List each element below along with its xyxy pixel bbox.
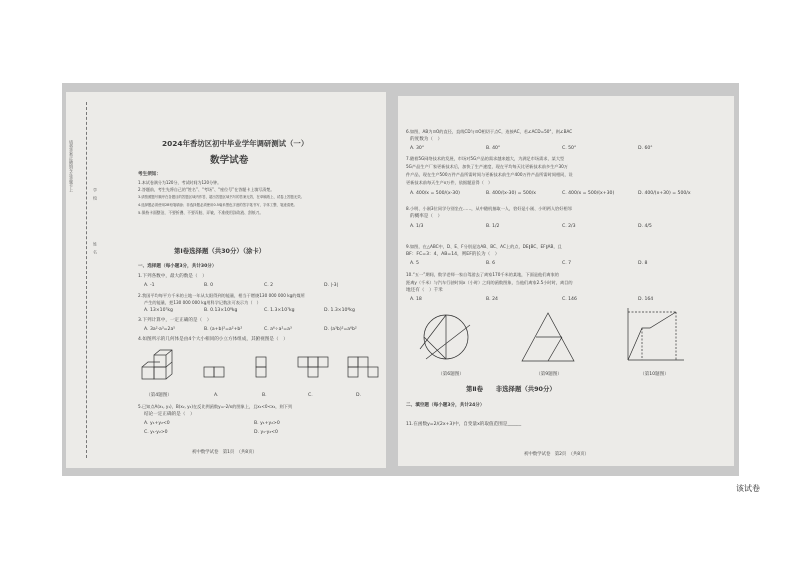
q4-option-a-figure [204,367,224,377]
q4-option-b-figure [256,357,266,377]
q1-stem: 1.下列各数中，最大的数是（ ） [138,274,207,279]
q5-stem-cont: 结论一定正确的是（ ） [144,412,195,417]
q10-option-d: D. 164 [638,297,654,302]
q6-option-a: A. 30° [410,146,425,151]
q11-stem: 11.在函数y=2/(2x+3)中，自变量x的取值范围是______ [406,422,522,427]
q7-line-2: 件产品，现在生产500万件产品所需时间与更新技术前生产400万件产品所需时间相同，设 [406,172,573,177]
q5-option-d: D. y₁-y₂<0 [254,430,278,435]
q9-figure-triangle [518,309,578,367]
fig10-label: （第10题图） [640,372,669,377]
binding-line [86,102,87,458]
notice-5: 5.保持卡面整洁，不要折叠、不要弄脏、弄皱，不准使用涂改液、刮纸刀。 [138,210,264,215]
q10-stem: 10.“五一”期间，数学老师一家自驾游去了离家170千米的某地，下面是他们离家的 [406,272,559,277]
q1-option-c: C. 2 [264,283,274,288]
section1-title: 第Ⅰ卷选择题（共30分）（涂卡） [174,247,266,255]
q3-option-c: C. a⁶÷a²=a³ [264,327,292,332]
q8-option-b: B. 1/2 [486,224,500,229]
notice-2: 2.答题前，考生先将自己的“姓名”、“考场”、“座位号”在答题卡上填写清楚。 [138,187,275,192]
q4-label-a: A. [214,393,219,398]
q7-stem: 7.随着5G网络技术的发展，市场对5G产品的需求越来越大，为满足市场需求，某大型 [406,156,565,161]
q2-stem-cont: 产生的能量，把130 000 000 kg用科学记数法可表示为（ ） [144,300,261,305]
q6-stem-cont: 的度数为（ ） [410,137,443,142]
q4-solid-figure [142,350,172,379]
q3-option-b: B. (a+b)²=a²+b² [204,327,243,332]
q7-line-1: 5G产品生产厂家更新技术后，加快了生产速度，现在平均每天比更新技术前多生产30万 [406,164,568,169]
q5-option-b: B. y₁+y₂>0 [254,421,280,426]
q3-option-d: D. (a³b)²=a⁶b² [324,327,357,332]
q6-option-d: D. 60° [638,146,653,151]
q10-stem-cont: 距离y（千米）与汽车行驶时间x（小时）之间的函数图象，当他们离家2.5小时时，离目的 [406,280,573,285]
q4-figures [138,347,388,397]
page-1-footer: 初中数学试卷 第1页 （共8页） [192,450,257,455]
side-label-school: 学 校 [93,188,98,200]
exam-page-2 [398,96,734,466]
page-2-footer: 初中数学试卷 第2页 （共8页） [524,452,589,457]
notice-4: 4.选择题必须使用2B铅笔填涂；非选择题必须使用0.5毫米黑色字迹的签字笔书写，字体工整、笔迹清楚。 [138,203,297,207]
notice-1: 1.本试卷满分为120分，考试时间为120分钟。 [138,180,222,185]
q10-option-c: C. 146 [562,297,577,302]
fig6-label: （第6题图） [438,372,464,377]
q1-option-b: B. 0 [204,283,213,288]
q9-option-c: C. 7 [562,261,572,266]
q9-stem: 9.如图，在△ABC中，D、E、F分别是边AB、BC、AC上的点，DE∥BC，EF∥AB，且 [406,244,562,249]
q10-stem-cont2: 地还有（ ）千米 [406,288,443,293]
q3-stem: 3.下列计算中，一定正确的是（ ） [138,318,212,323]
part1-heading: 一、选择题（每小题3分，共计30分） [138,264,217,269]
fig9-label: （第9题图） [536,372,562,377]
q6-option-b: B. 40° [486,146,501,151]
q10-option-a: A. 18 [410,297,422,302]
q2-option-a: A. 13×10⁷kg [144,308,173,313]
q9-stem-cont: BF：FC=3：4，AB=14，则EF的长为（ ） [406,252,500,257]
exam-subject: 数学试卷 [210,155,249,166]
q7-option-d: D. 400/(x+30) = 500/x [638,191,691,196]
side-note: 请将答案正确填写在答题卡上 [69,140,74,192]
q3-option-a: A. 3a²·a³=2a⁵ [144,327,176,332]
q2-option-d: D. 1.3×10⁸kg [324,308,355,313]
q2-option-b: B. 0.13×10⁸kg [204,308,238,313]
exam-title: 2024年香坊区初中毕业学年调研测试（一） [162,139,309,148]
q4-label-c: C. [308,393,313,398]
q5-option-c: C. y₁-y₂>0 [144,430,168,435]
q2-option-c: C. 1.3×10⁷kg [264,308,295,313]
q6-stem: 6.如图，AB为⊙O的直径，直线CD与⊙O相切于点C，连接AC，若∠ACD=50°，则∠BAC [406,129,573,134]
q4-label-d: D. [356,393,361,398]
q1-option-d: D. |-3| [324,283,339,288]
q8-stem: 8.小明、小刚3位同学分别坐在……，从中随机抽取一人，恰好是小刚、小明两人恰好相邻 [406,206,572,211]
q7-option-b: B. 400/(x-30) = 500/x [486,191,536,196]
q9-option-b: B. 6 [486,261,495,266]
q5-option-a: A. y₁+y₂<0 [144,421,170,426]
q4-option-c-figure [298,357,328,377]
side-label-name: 姓 名 [93,242,98,254]
q5-stem: 5.已知点A(x₁, y₁)，B(x₂, y₂)在反比例函数y=-2/x的图象上，且x₁<0<x₂，则下列 [138,404,293,409]
q1-option-a: A. -1 [144,283,155,288]
q10-option-b: B. 24 [486,297,498,302]
q4-stem: 4.如图所示的几何体是由4个大小相同的小立方体组成，其俯视图是（ ） [138,337,288,342]
exam-page-1 [66,92,386,468]
q9-option-d: D. 8 [638,261,648,266]
q7-line-3: 更新技术前每天生产x万件，依据题意得（ ） [406,180,493,185]
q4-option-d-figure [348,357,378,377]
section2-title: 第Ⅱ卷 非选择题（共90分） [466,385,556,393]
q10-figure-graph [618,306,688,366]
q6-figure-circle [418,309,478,367]
q4-label-b: B. [262,393,267,398]
caption-text: 该试卷 [736,484,760,493]
q6-option-c: C. 50° [562,146,577,151]
q4-figure-label: （第4题图） [146,393,172,398]
q8-stem-cont: 的概率是（ ） [410,214,443,219]
q8-option-d: D. 4/5 [638,224,652,229]
q9-option-a: A. 5 [410,261,419,266]
notice-3: 3.请按照题号顺序在各题目的答题区域内作答，超出答题区域书写的答案无效，在草稿纸上、试卷上答题无效。 [138,195,304,199]
part2-heading: 二、填空题（每小题3分，共计24分） [406,403,485,408]
notice-heading: 考生须知： [138,172,161,177]
q2-stem: 2.我国平均每平方千米的土地一年从太阳得到的能量，相当于燃烧130 000 000 kg的煤所 [138,293,305,298]
q8-option-a: A. 1/3 [410,224,424,229]
q7-option-c: C. 400/x = 500/(x+30) [562,191,615,196]
q7-option-a: A. 400/x = 500/(x-30) [410,191,460,196]
q8-option-c: C. 2/3 [562,224,576,229]
